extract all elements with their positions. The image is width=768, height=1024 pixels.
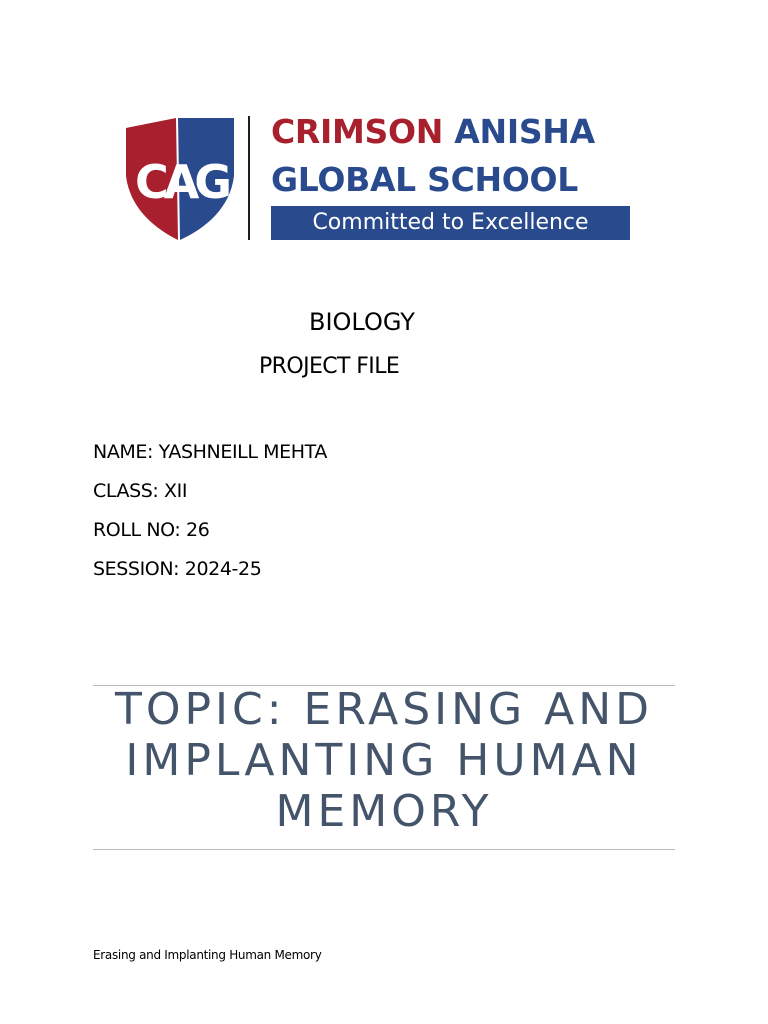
subject-title: BIOLOGY xyxy=(309,308,415,336)
topic-title: TOPIC: ERASING AND IMPLANTING HUMAN MEMORY xyxy=(114,684,654,837)
roll-number: ROLL NO: 26 xyxy=(93,519,210,541)
logo-tagline: Committed to Excellence xyxy=(271,206,630,240)
page-footer: Erasing and Implanting Human Memory xyxy=(93,948,322,962)
logo-school-name-line2: GLOBAL SCHOOL xyxy=(271,160,579,199)
student-name: NAME: YASHNEILL MEHTA xyxy=(93,441,327,463)
logo-name-anisha: ANISHA xyxy=(454,112,595,151)
topic-bottom-rule xyxy=(93,849,675,850)
logo-monogram: CAG xyxy=(134,155,228,209)
document-type: PROJECT FILE xyxy=(259,354,400,379)
student-class: CLASS: XII xyxy=(93,480,188,502)
logo-school-name-line1 xyxy=(271,114,595,150)
logo-name-crimson: CRIMSON xyxy=(271,112,444,151)
shield-crest-icon xyxy=(124,116,236,240)
school-logo xyxy=(124,112,636,242)
logo-divider xyxy=(248,116,250,240)
session: SESSION: 2024-25 xyxy=(93,558,262,580)
